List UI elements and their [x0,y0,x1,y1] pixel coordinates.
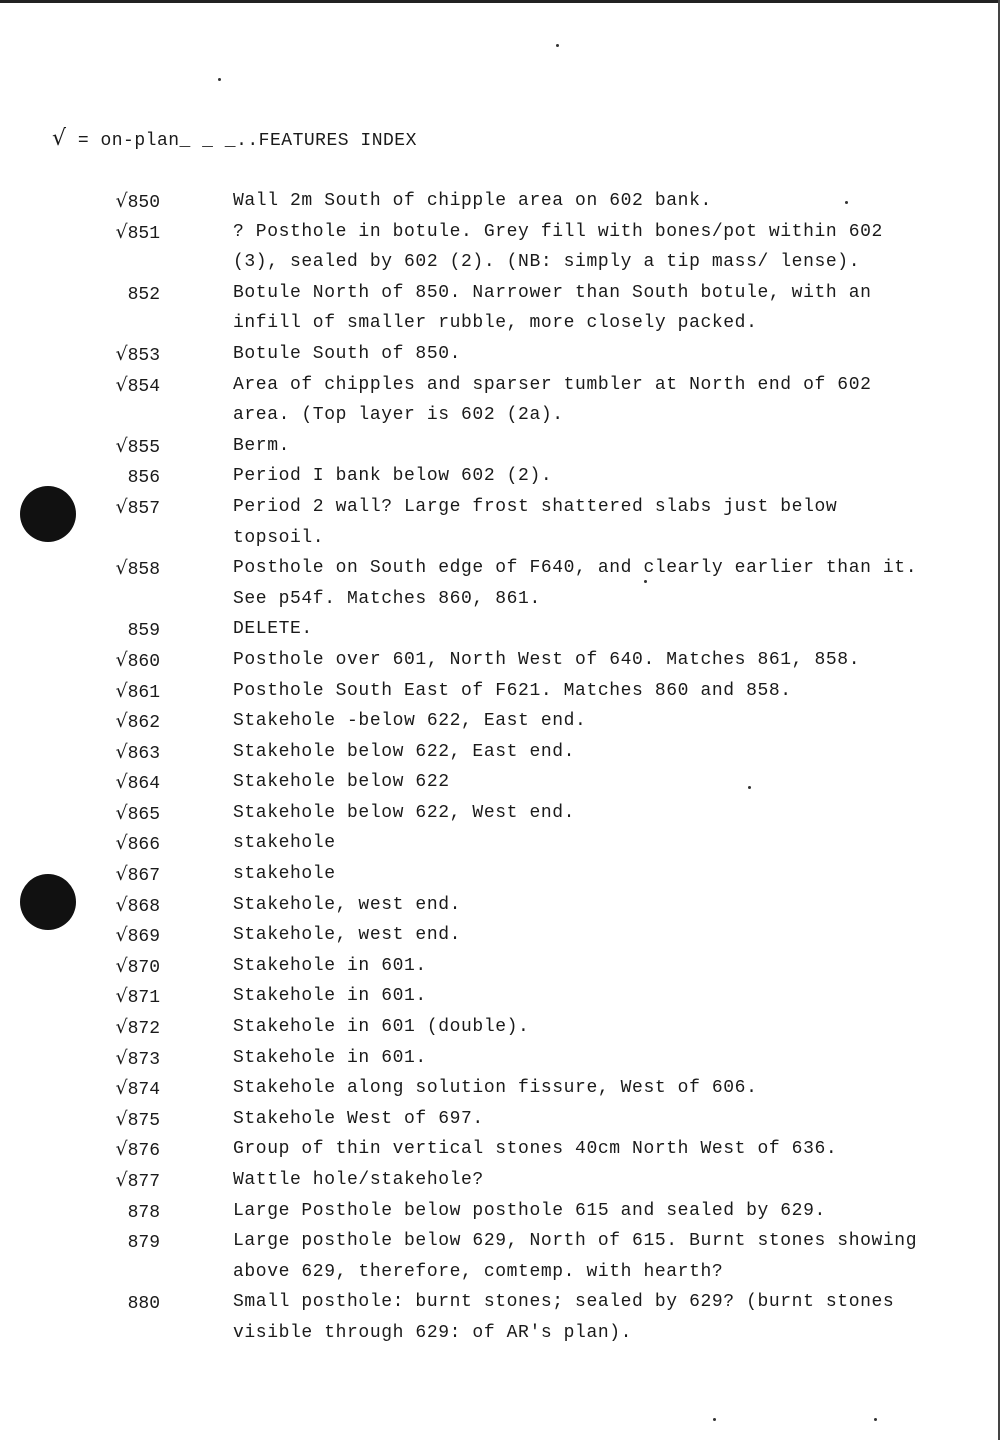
on-plan-check-icon: √ [115,1077,128,1100]
feature-description: Berm. [233,435,291,456]
feature-description: Small posthole: burnt stones; sealed by 629? (burnt stones visible through 629: of AR's plan). [233,1292,895,1343]
feature-entry [0,217,1000,278]
feature-entry [0,1196,1000,1227]
check-mark-icon: √ [52,126,67,151]
feature-number-value: 856 [127,468,160,489]
feature-entry [0,1287,1000,1348]
feature-entry [0,553,1000,614]
on-plan-check-icon: √ [115,648,128,671]
feature-entry [0,951,1000,982]
feature-number [100,553,160,586]
feature-number-value: 857 [127,498,160,519]
feature-entry [0,798,1000,829]
feature-number [100,278,160,311]
feature-number [100,920,160,953]
feature-number [100,1043,160,1076]
feature-number [100,828,160,861]
feature-number [100,1287,160,1320]
feature-number-value: 855 [127,437,160,458]
feature-number-value: 853 [127,345,160,366]
feature-entry [0,186,1000,217]
feature-entry [0,645,1000,676]
feature-description: Stakehole in 601. [233,1047,427,1068]
paper-speck [713,1418,716,1421]
feature-description: Stakehole West of 697. [233,1108,484,1129]
feature-number [100,339,160,372]
feature-number-value: 852 [127,284,160,305]
feature-number [100,370,160,403]
on-plan-check-icon: √ [115,832,128,855]
feature-description: Wattle hole/stakehole? [233,1170,484,1190]
feature-entry [0,370,1000,431]
feature-description: Large posthole below 629, North of 615. Burnt stones showing above 629, therefore, comtemp. with hearth? [233,1231,918,1282]
feature-entry [0,1134,1000,1165]
feature-number-value: 851 [127,223,160,244]
feature-number-value: 868 [127,896,160,917]
feature-number-value: 858 [127,560,160,581]
feature-number-value: 876 [127,1141,160,1162]
on-plan-check-icon: √ [115,1138,128,1161]
feature-entry [0,890,1000,921]
on-plan-check-icon: √ [115,679,128,702]
feature-description: Posthole South East of F621. Matches 860 and 858. [233,680,792,701]
feature-entry [0,1226,1000,1287]
feature-number-value: 866 [127,835,160,856]
feature-number [100,186,160,219]
feature-description: Stakehole in 601. [233,986,427,1007]
paper-speck [556,44,559,47]
on-plan-check-icon: √ [115,1107,128,1130]
feature-number-value: 854 [127,376,160,397]
feature-description: Posthole on South edge of F640, and clearly earlier than it. See p54f. Matches 860, 861. [233,558,918,609]
feature-number-value: 879 [127,1233,160,1254]
feature-number [100,645,160,678]
feature-description: Period 2 wall? Large frost shattered slabs just below topsoil. [233,496,838,548]
feature-number [100,461,160,494]
feature-entry [0,1043,1000,1074]
feature-number [100,1134,160,1167]
feature-description: Stakehole in 601. [233,955,427,976]
feature-description: Stakehole below 622 [233,772,450,793]
feature-number-value: 862 [127,713,160,734]
features-list [0,186,1000,1349]
on-plan-check-icon: √ [115,924,128,947]
feature-description: Stakehole in 601 (double). [233,1017,530,1038]
on-plan-check-icon: √ [115,740,128,763]
feature-number-value: 874 [127,1080,160,1101]
on-plan-check-icon: √ [115,771,128,794]
feature-number [100,431,160,464]
feature-description: DELETE. [233,619,313,640]
feature-number-value: 860 [127,651,160,672]
on-plan-check-icon: √ [115,710,128,733]
feature-number-value: 869 [127,927,160,948]
feature-description: Stakehole along solution fissure, West of 606. [233,1078,758,1099]
feature-number-value: 875 [127,1110,160,1131]
feature-number [100,706,160,739]
feature-entry [0,981,1000,1012]
on-plan-check-icon: √ [115,1016,128,1039]
feature-number [100,798,160,831]
feature-description: Group of thin vertical stones 40cm North West of 636. [233,1139,838,1160]
on-plan-check-icon: √ [115,220,128,243]
feature-number [100,737,160,770]
feature-description: Stakehole below 622, West end. [233,802,576,823]
feature-entry [0,278,1000,339]
feature-number [100,1226,160,1259]
feature-entry [0,1012,1000,1043]
feature-number [100,217,160,250]
feature-entry [0,1104,1000,1135]
feature-entry [0,676,1000,707]
feature-number-value: 867 [127,866,160,887]
feature-entry [0,461,1000,492]
feature-number [100,614,160,647]
feature-number [100,890,160,923]
feature-number-value: 878 [127,1202,160,1223]
feature-description: Stakehole, west end. [233,925,462,946]
feature-entry [0,614,1000,645]
feature-number-value: 861 [127,682,160,703]
on-plan-check-icon: √ [115,1046,128,1069]
feature-number [100,1104,160,1137]
paper-speck [218,78,221,81]
feature-number-value: 850 [127,193,160,213]
feature-entry [0,1073,1000,1104]
feature-number [100,767,160,800]
paper-speck [874,1418,877,1421]
on-plan-check-icon: √ [115,954,128,977]
on-plan-check-icon: √ [115,1169,128,1191]
feature-description: Stakehole -below 622, East end. [233,711,587,732]
feature-number [100,981,160,1014]
feature-number-value: 864 [127,774,160,795]
feature-entry [0,706,1000,737]
feature-number [100,676,160,709]
on-plan-check-icon: √ [115,373,128,396]
feature-description: ? Posthole in botule. Grey fill with bones/pot within 602 (3), sealed by 602 (2). (NB: simply a tip mass/ lense). [233,221,883,273]
feature-entry [0,431,1000,462]
feature-description: Posthole over 601, North West of 640. Matches 861, 858. [233,649,861,670]
page-top-edge [0,0,1000,3]
feature-number-value: 877 [127,1172,160,1192]
feature-number-value: 871 [127,988,160,1009]
on-plan-check-icon: √ [115,863,128,886]
feature-entry [0,737,1000,768]
feature-number-value: 870 [127,957,160,978]
feature-entry [0,1165,1000,1196]
feature-number-value: 859 [127,621,160,642]
feature-number-value: 873 [127,1049,160,1070]
feature-number-value: 865 [127,804,160,825]
on-plan-check-icon: √ [115,342,128,365]
feature-entry [0,492,1000,553]
feature-number-value: 863 [127,743,160,764]
feature-number [100,1196,160,1229]
feature-number [100,1073,160,1106]
feature-description: Period I bank below 602 (2). [233,466,553,487]
on-plan-check-icon: √ [115,190,128,212]
feature-entry [0,828,1000,859]
on-plan-check-icon: √ [115,557,128,580]
feature-description: stakehole [233,833,336,854]
feature-entry [0,920,1000,951]
feature-number [100,1012,160,1045]
header-legend-text: = on-plan_ _ _..FEATURES INDEX [77,131,417,151]
feature-description: Stakehole, west end. [233,894,462,915]
feature-number-value: 872 [127,1019,160,1040]
on-plan-check-icon: √ [115,495,128,518]
feature-entry [0,859,1000,890]
feature-description: Botule South of 850. [233,343,462,364]
on-plan-check-icon: √ [115,801,128,824]
feature-number [100,492,160,525]
on-plan-check-icon: √ [115,893,128,916]
feature-description: Large Posthole below posthole 615 and sealed by 629. [233,1200,826,1221]
feature-description: Botule North of 850. Narrower than South botule, with an infill of smaller rubble, more closely packed. [233,282,872,334]
on-plan-check-icon: √ [115,985,128,1008]
feature-number-value: 880 [127,1294,160,1315]
feature-description: stakehole [233,864,336,885]
feature-description: Wall 2m South of chipple area on 602 bank. [233,191,712,211]
feature-description: Area of chipples and sparser tumbler at North end of 602 area. (Top layer is 602 (2a). [233,374,872,426]
feature-description: Stakehole below 622, East end. [233,741,576,762]
feature-number [100,951,160,984]
feature-number [100,1165,160,1198]
feature-entry [0,767,1000,798]
features-index-header [52,126,417,151]
feature-number [100,859,160,892]
feature-entry [0,339,1000,370]
on-plan-check-icon: √ [115,434,128,457]
